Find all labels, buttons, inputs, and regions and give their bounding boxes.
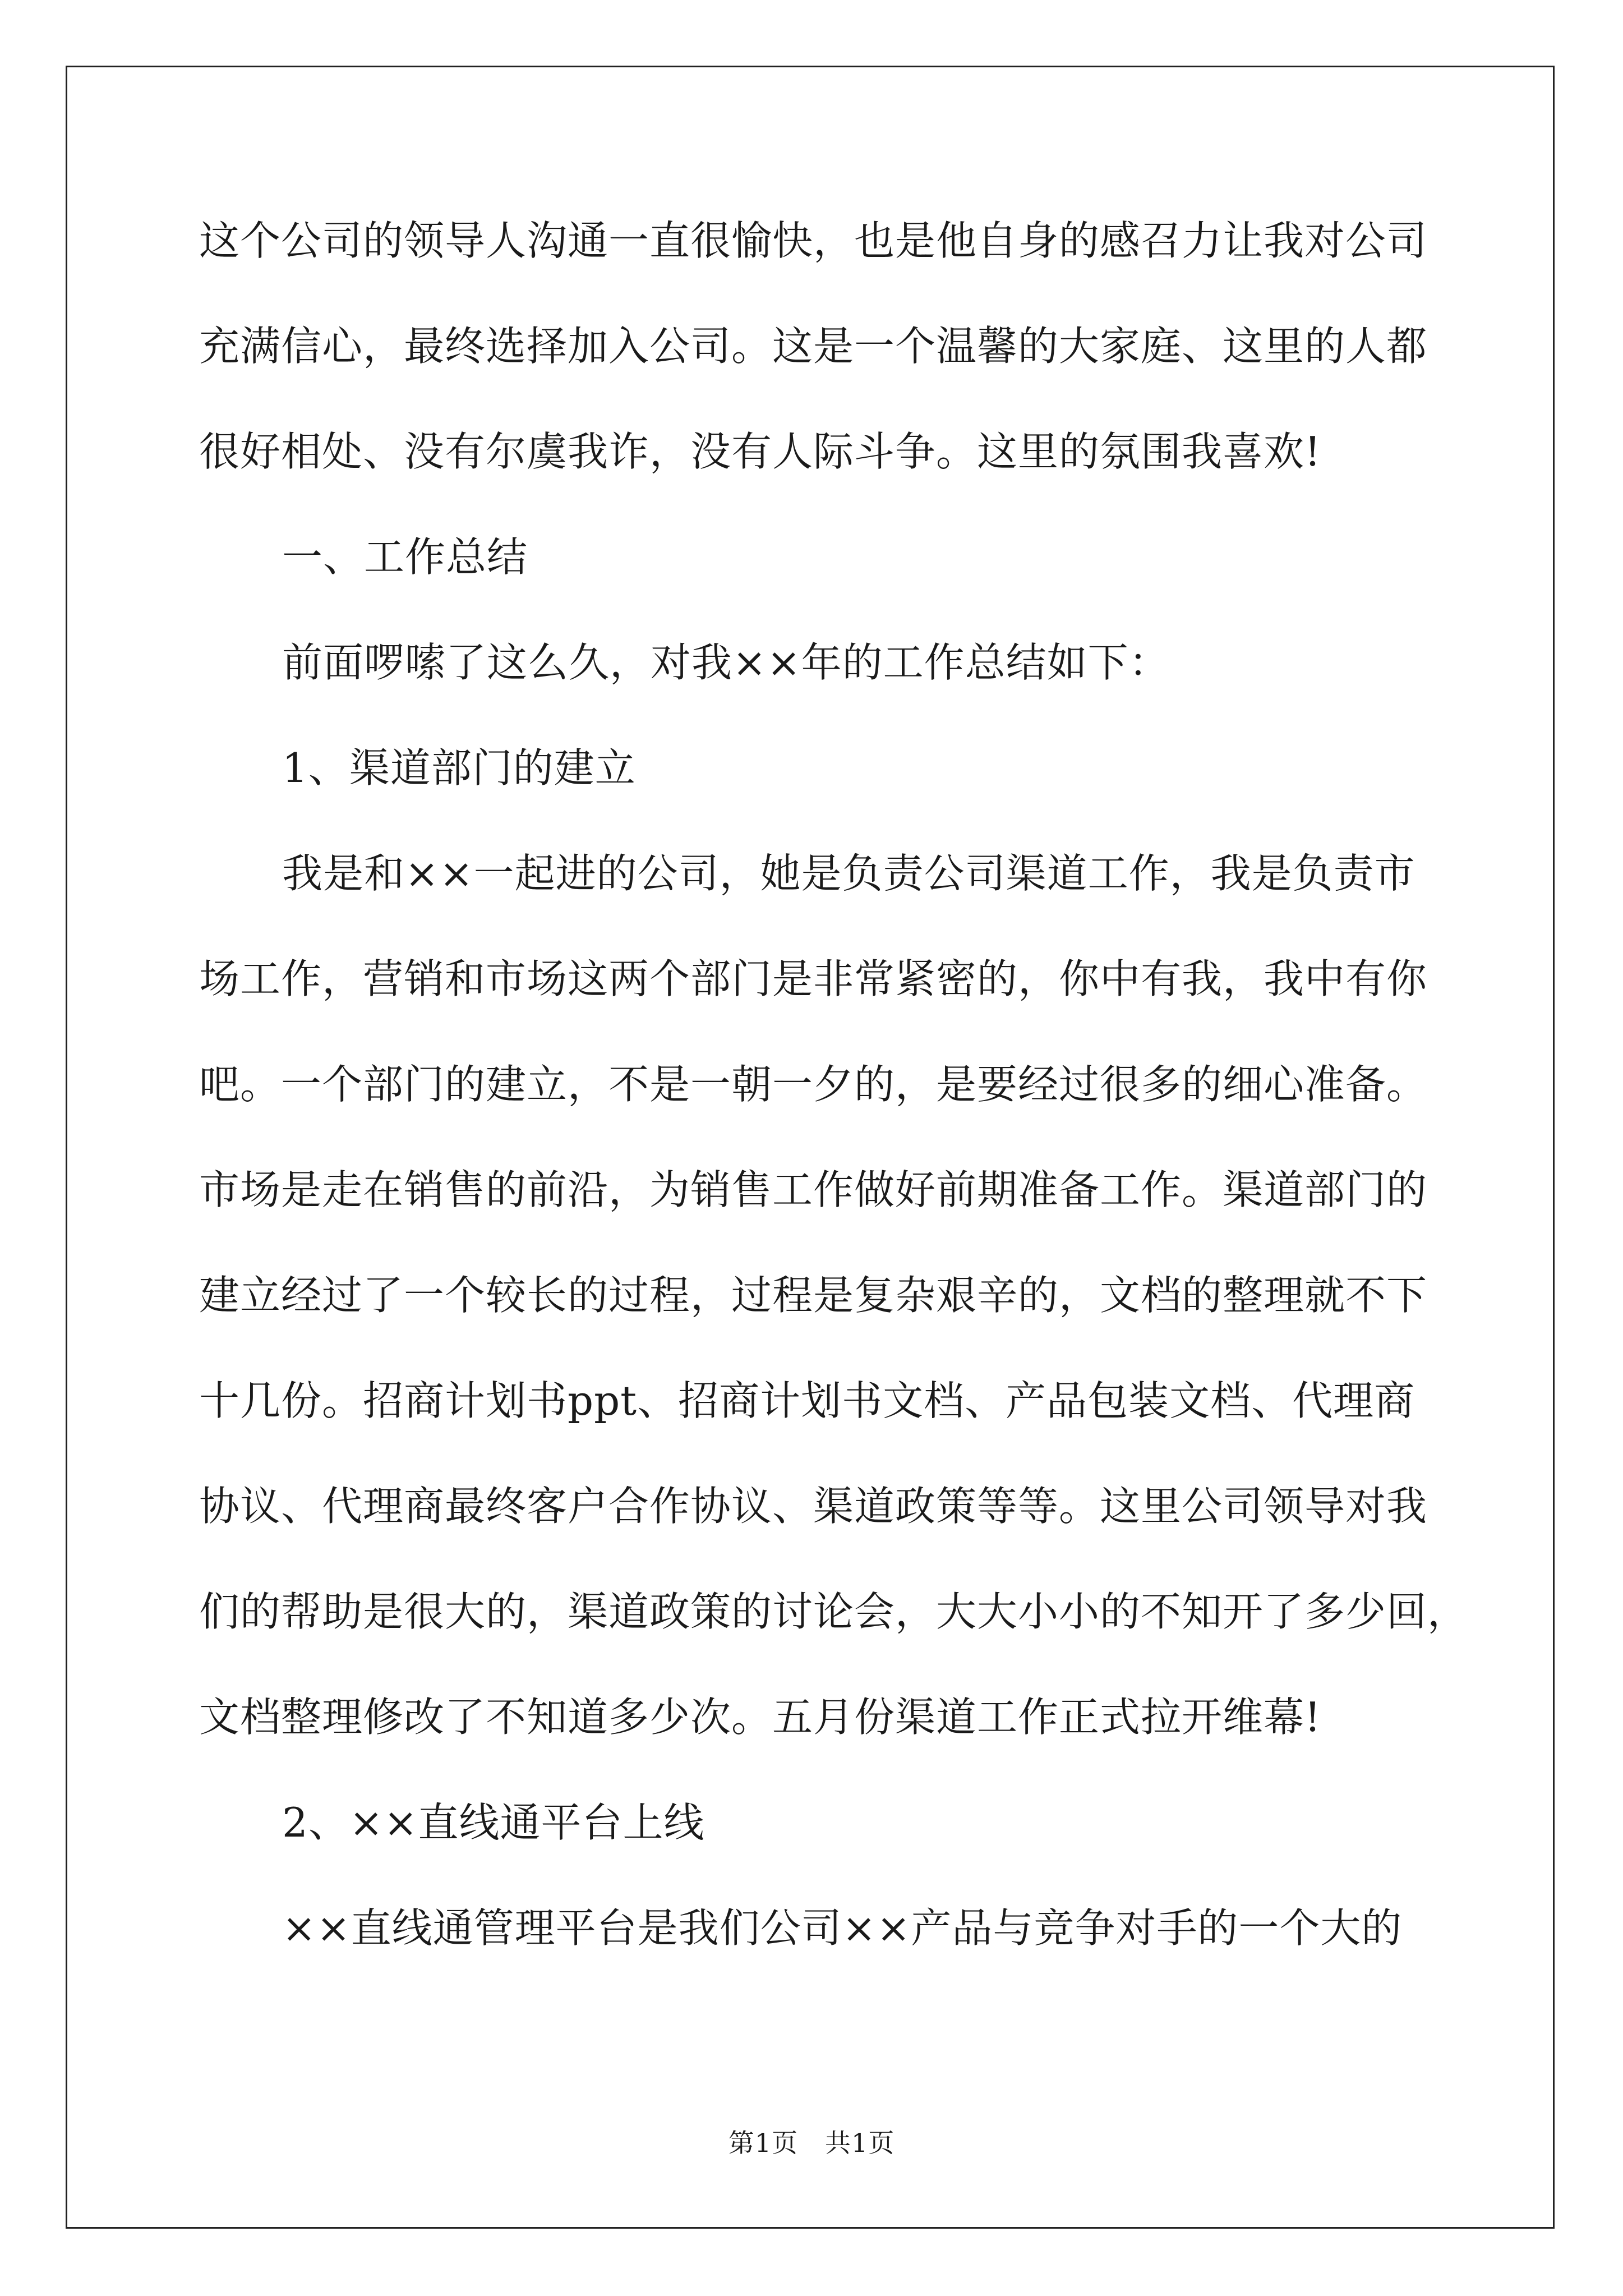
document-body: [199, 188, 1469, 1981]
text-line: ××直线通管理平台是我们公司××产品与竞争对手的一个大的: [282, 1904, 1403, 1952]
section-heading: 一、工作总结: [282, 533, 528, 581]
text-line: 协议、代理商最终客户合作协议、渠道政策等等。这里公司领导对我: [199, 1483, 1428, 1530]
page-number: 第1页: [728, 2128, 798, 2158]
text-line: 我是和××一起进的公司，她是负责公司渠道工作，我是负责市: [282, 850, 1415, 897]
text-line: 吧。一个部门的建立，不是一朝一夕的，是要经过很多的细心准备。: [199, 1061, 1428, 1108]
page-footer: [0, 2126, 1623, 2160]
subsection-heading: 2、××直线通平台上线: [282, 1799, 705, 1846]
text-line: 这个公司的领导人沟通一直很愉快，也是他自身的感召力让我对公司: [199, 217, 1428, 264]
text-line: 前面啰嗦了这么久，对我××年的工作总结如下：: [282, 639, 1170, 686]
text-line: 们的帮助是很大的，渠道政策的讨论会，大大小小的不知开了多少回，: [199, 1588, 1469, 1635]
subsection-heading: 1、渠道部门的建立: [282, 744, 636, 792]
text-line: 建立经过了一个较长的过程，过程是复杂艰辛的，文档的整理就不下: [199, 1272, 1428, 1319]
text-line: 市场是走在销售的前沿，为销售工作做好前期准备工作。渠道部门的: [199, 1166, 1428, 1213]
text-line: 场工作，营销和市场这两个部门是非常紧密的，你中有我，我中有你: [199, 955, 1428, 1002]
text-line: 十几份。招商计划书ppt、招商计划书文档、产品包装文档、代理商: [199, 1377, 1415, 1424]
text-line: 文档整理修改了不知道多少次。五月份渠道工作正式拉开维幕!: [199, 1694, 1321, 1741]
page-total: 共1页: [825, 2128, 895, 2158]
text-line: 充满信心，最终选择加入公司。这是一个温馨的大家庭、这里的人都: [199, 323, 1428, 370]
text-line: 很好相处、没有尔虞我诈，没有人际斗争。这里的氛围我喜欢!: [199, 428, 1321, 475]
